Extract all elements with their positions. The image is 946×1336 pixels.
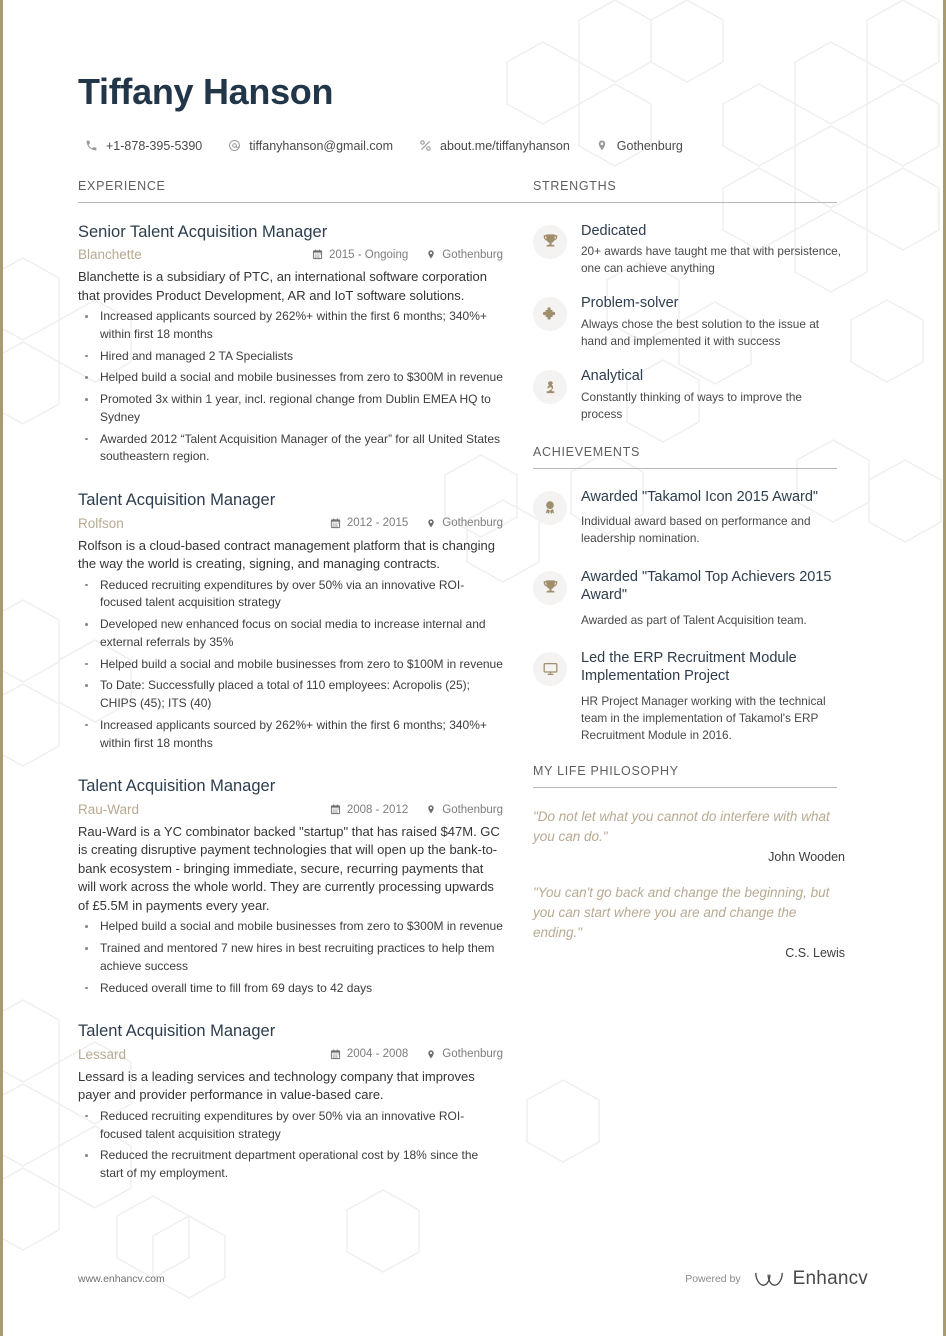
contact-row <box>84 139 868 153</box>
job-title: Talent Acquisition Manager <box>78 777 276 796</box>
job-location <box>426 517 503 529</box>
experience-bullet: Reduced the recruitment department operational cost by 18% since the start of my employment. <box>78 1147 503 1183</box>
achievement-body <box>581 649 845 744</box>
resume-columns <box>78 179 868 1207</box>
achievement-item <box>533 568 845 629</box>
job-company: Lessard <box>78 1046 127 1062</box>
experience-bullet: To Date: Successfully placed a total of 110 employees: Acropolis (25); CHIPS (45); ITS (40) <box>78 677 503 713</box>
job-dates <box>312 249 408 261</box>
job-location-text: Gothenburg <box>442 517 503 530</box>
section-divider <box>78 202 533 203</box>
job-dates-text: 2004 - 2008 <box>346 1048 409 1061</box>
powered-by-label: Powered by <box>685 1273 741 1285</box>
job-title: Talent Acquisition Manager <box>78 1022 276 1041</box>
brand-name: Enhancv <box>792 1268 868 1289</box>
job-dates <box>330 1048 408 1060</box>
job-description: Blanchette is a subsidiary of PTC, an international software corporation that provides Product Development, AR and IoT software solutions. <box>78 269 487 303</box>
strength-description: Constantly thinking of ways to improve the process <box>581 389 802 421</box>
job-location-text: Gothenburg <box>442 1048 503 1061</box>
experience-bullet: Reduced recruiting expenditures by over 50% via an innovative ROI-focused talent acquisition strategy <box>78 577 503 613</box>
chess-piece-icon <box>533 370 567 404</box>
achievements-list <box>533 488 845 744</box>
job-location <box>426 1048 503 1060</box>
contact-website-text: about.me/tiffanyhanson <box>440 138 570 153</box>
quote-author: C.S. Lewis <box>785 945 845 960</box>
job-bullet-list <box>78 1108 503 1183</box>
experience-bullet: Increased applicants sourced by 262%+ within the first 6 months; 340%+ within first 18 months <box>78 717 503 753</box>
achievement-description: Awarded as part of Talent Acquisition team. <box>581 612 807 627</box>
experience-entry <box>78 222 503 467</box>
achievement-item <box>533 649 845 744</box>
location-pin-icon <box>426 249 436 260</box>
job-location-text: Gothenburg <box>442 803 503 816</box>
job-bullet-list <box>78 577 503 753</box>
job-location-text: Gothenburg <box>442 248 503 261</box>
experience-entry <box>78 1021 503 1183</box>
experience-bullet: Trained and mentored 7 new hires in best recruiting practices to help them achieve success <box>78 940 503 976</box>
trophy-icon <box>533 571 567 605</box>
contact-email-text: tiffanyhanson@gmail.com <box>249 138 394 153</box>
contact-phone[interactable] <box>84 139 202 153</box>
strength-item <box>533 294 845 350</box>
job-meta <box>78 802 503 817</box>
strength-description: 20+ awards have taught me that with persistence, one can achieve anything <box>581 244 842 276</box>
location-pin-icon <box>426 804 436 815</box>
strength-item <box>533 367 845 423</box>
achievement-description: Individual award based on performance and leadership nomination. <box>581 514 811 546</box>
job-dates <box>330 804 408 816</box>
job-title: Talent Acquisition Manager <box>78 491 276 510</box>
experience-entry <box>78 490 503 752</box>
strength-title: Dedicated <box>581 222 647 239</box>
experience-bullet: Helped build a social and mobile businesses from zero to $100M in revenue <box>78 656 503 674</box>
achievement-body <box>581 568 845 629</box>
experience-bullet: Increased applicants sourced by 262%+ within the first 6 months; 340%+ within first 18 months <box>78 308 503 344</box>
quote-text: "Do not let what you cannot do interfere with what you can do." <box>533 809 830 845</box>
email-icon <box>227 139 242 153</box>
section-header-experience: EXPERIENCE <box>78 178 166 193</box>
achievement-title: Awarded "Takamol Top Achievers 2015 Award" <box>581 568 832 604</box>
job-description: Rau-Ward is a YC combinator backed "startup" that has raised $47M. GC is creating disruptive payment technologies that will open up the bank-to-bank ecosystem - bringing immediate, secure, recurring payments that will work across the whole world. They are currently processing upwards of £5.5M in payments every year. <box>78 824 500 913</box>
contact-website[interactable] <box>418 139 570 153</box>
strength-description: Always chose the best solution to the issue at hand and implemented it with success <box>581 316 820 348</box>
experience-bullet: Helped build a social and mobile businesses from zero to $300M in revenue <box>78 918 503 936</box>
job-company: Rau-Ward <box>78 802 140 818</box>
job-meta <box>78 516 503 531</box>
achievement-title: Led the ERP Recruitment Module Implementation Project <box>581 649 797 685</box>
trophy-icon <box>533 225 567 259</box>
quote-text: "You can't go back and change the beginning, but you can start where you are and change the ending." <box>533 885 830 940</box>
job-bullet-list <box>78 308 503 466</box>
experience-bullet: Awarded 2012 “Talent Acquisition Manager of the year” for all United States southeastern region. <box>78 431 503 467</box>
philosophy-list <box>533 807 845 960</box>
job-location <box>426 249 503 261</box>
job-meta <box>78 1047 503 1062</box>
experience-bullet: Reduced recruiting expenditures by over 50% via an innovative ROI-focused talent acquisition strategy <box>78 1108 503 1144</box>
philosophy-quote <box>533 807 845 864</box>
strength-body <box>581 367 845 423</box>
calendar-icon <box>312 249 323 260</box>
achievement-body <box>581 488 845 548</box>
calendar-icon <box>330 804 341 815</box>
link-icon <box>418 139 433 153</box>
calendar-icon <box>330 1049 341 1060</box>
job-bullet-list <box>78 918 503 997</box>
experience-bullet: Developed new enhanced focus on social media to increase internal and external referrals by 35% <box>78 616 503 652</box>
puzzle-piece-icon <box>533 297 567 331</box>
section-divider <box>533 468 837 469</box>
experience-bullet: Helped build a social and mobile businesses from zero to $300M in revenue <box>78 369 503 387</box>
award-medal-icon <box>533 491 567 525</box>
job-dates-text: 2008 - 2012 <box>346 803 409 816</box>
section-divider <box>533 202 837 203</box>
contact-phone-text: +1-878-395-5390 <box>106 138 203 153</box>
section-header-philosophy: MY LIFE PHILOSOPHY <box>533 764 679 779</box>
experience-bullet: Reduced overall time to fill from 69 days to 42 days <box>78 980 503 998</box>
resume-content <box>3 0 943 1207</box>
job-description: Rolfson is a cloud-based contract management platform that is changing the way the world is creating, signing, and managing contracts. <box>78 537 495 572</box>
quote-author: John Wooden <box>768 850 845 865</box>
location-pin-icon <box>426 1049 436 1060</box>
achievement-title: Awarded "Takamol Icon 2015 Award" <box>581 488 819 505</box>
calendar-icon <box>330 518 341 529</box>
strength-body <box>581 294 845 350</box>
enhancv-logo <box>754 1268 868 1290</box>
job-location <box>426 804 503 816</box>
footer <box>3 1268 943 1290</box>
strengths-list <box>533 222 845 423</box>
job-description: Lessard is a leading services and technology company that improves payer and provider performance in value-based care. <box>78 1068 475 1103</box>
experience-list <box>78 222 503 1183</box>
achievement-description: HR Project Manager working with the technical team in the implementation of Takamol's ERP Recruitment Module in 2016. <box>581 693 826 742</box>
experience-bullet: Promoted 3x within 1 year, incl. regional change from Dublin EMEA HQ to Sydney <box>78 391 503 427</box>
location-pin-icon <box>595 139 610 153</box>
job-company: Rolfson <box>78 515 124 531</box>
strength-item <box>533 222 845 278</box>
strength-body <box>581 222 845 278</box>
strength-title: Problem-solver <box>581 295 679 312</box>
left-column <box>78 179 533 1207</box>
contact-location[interactable] <box>595 139 683 153</box>
job-dates-text: 2012 - 2015 <box>346 517 409 530</box>
job-dates-text: 2015 - Ongoing <box>328 248 409 261</box>
footer-brand <box>685 1268 868 1290</box>
contact-email[interactable] <box>227 139 393 153</box>
strength-title: Analytical <box>581 368 644 385</box>
phone-icon <box>84 139 99 153</box>
job-dates <box>330 517 408 529</box>
job-company: Blanchette <box>78 247 142 263</box>
right-column <box>533 179 845 979</box>
footer-url[interactable]: www.enhancv.com <box>78 1273 165 1285</box>
monitor-icon <box>533 652 567 686</box>
contact-location-text: Gothenburg <box>616 138 683 153</box>
section-header-achievements: ACHIEVEMENTS <box>533 444 641 459</box>
section-divider <box>533 787 837 788</box>
philosophy-quote <box>533 883 845 960</box>
job-meta <box>78 247 503 262</box>
page-title: Tiffany Hanson <box>78 71 334 112</box>
achievement-item <box>533 488 845 548</box>
experience-bullet: Hired and managed 2 TA Specialists <box>78 348 503 366</box>
location-pin-icon <box>426 518 436 529</box>
experience-entry <box>78 776 503 997</box>
job-title: Senior Talent Acquisition Manager <box>78 222 328 241</box>
section-header-strengths: STRENGTHS <box>533 178 617 193</box>
